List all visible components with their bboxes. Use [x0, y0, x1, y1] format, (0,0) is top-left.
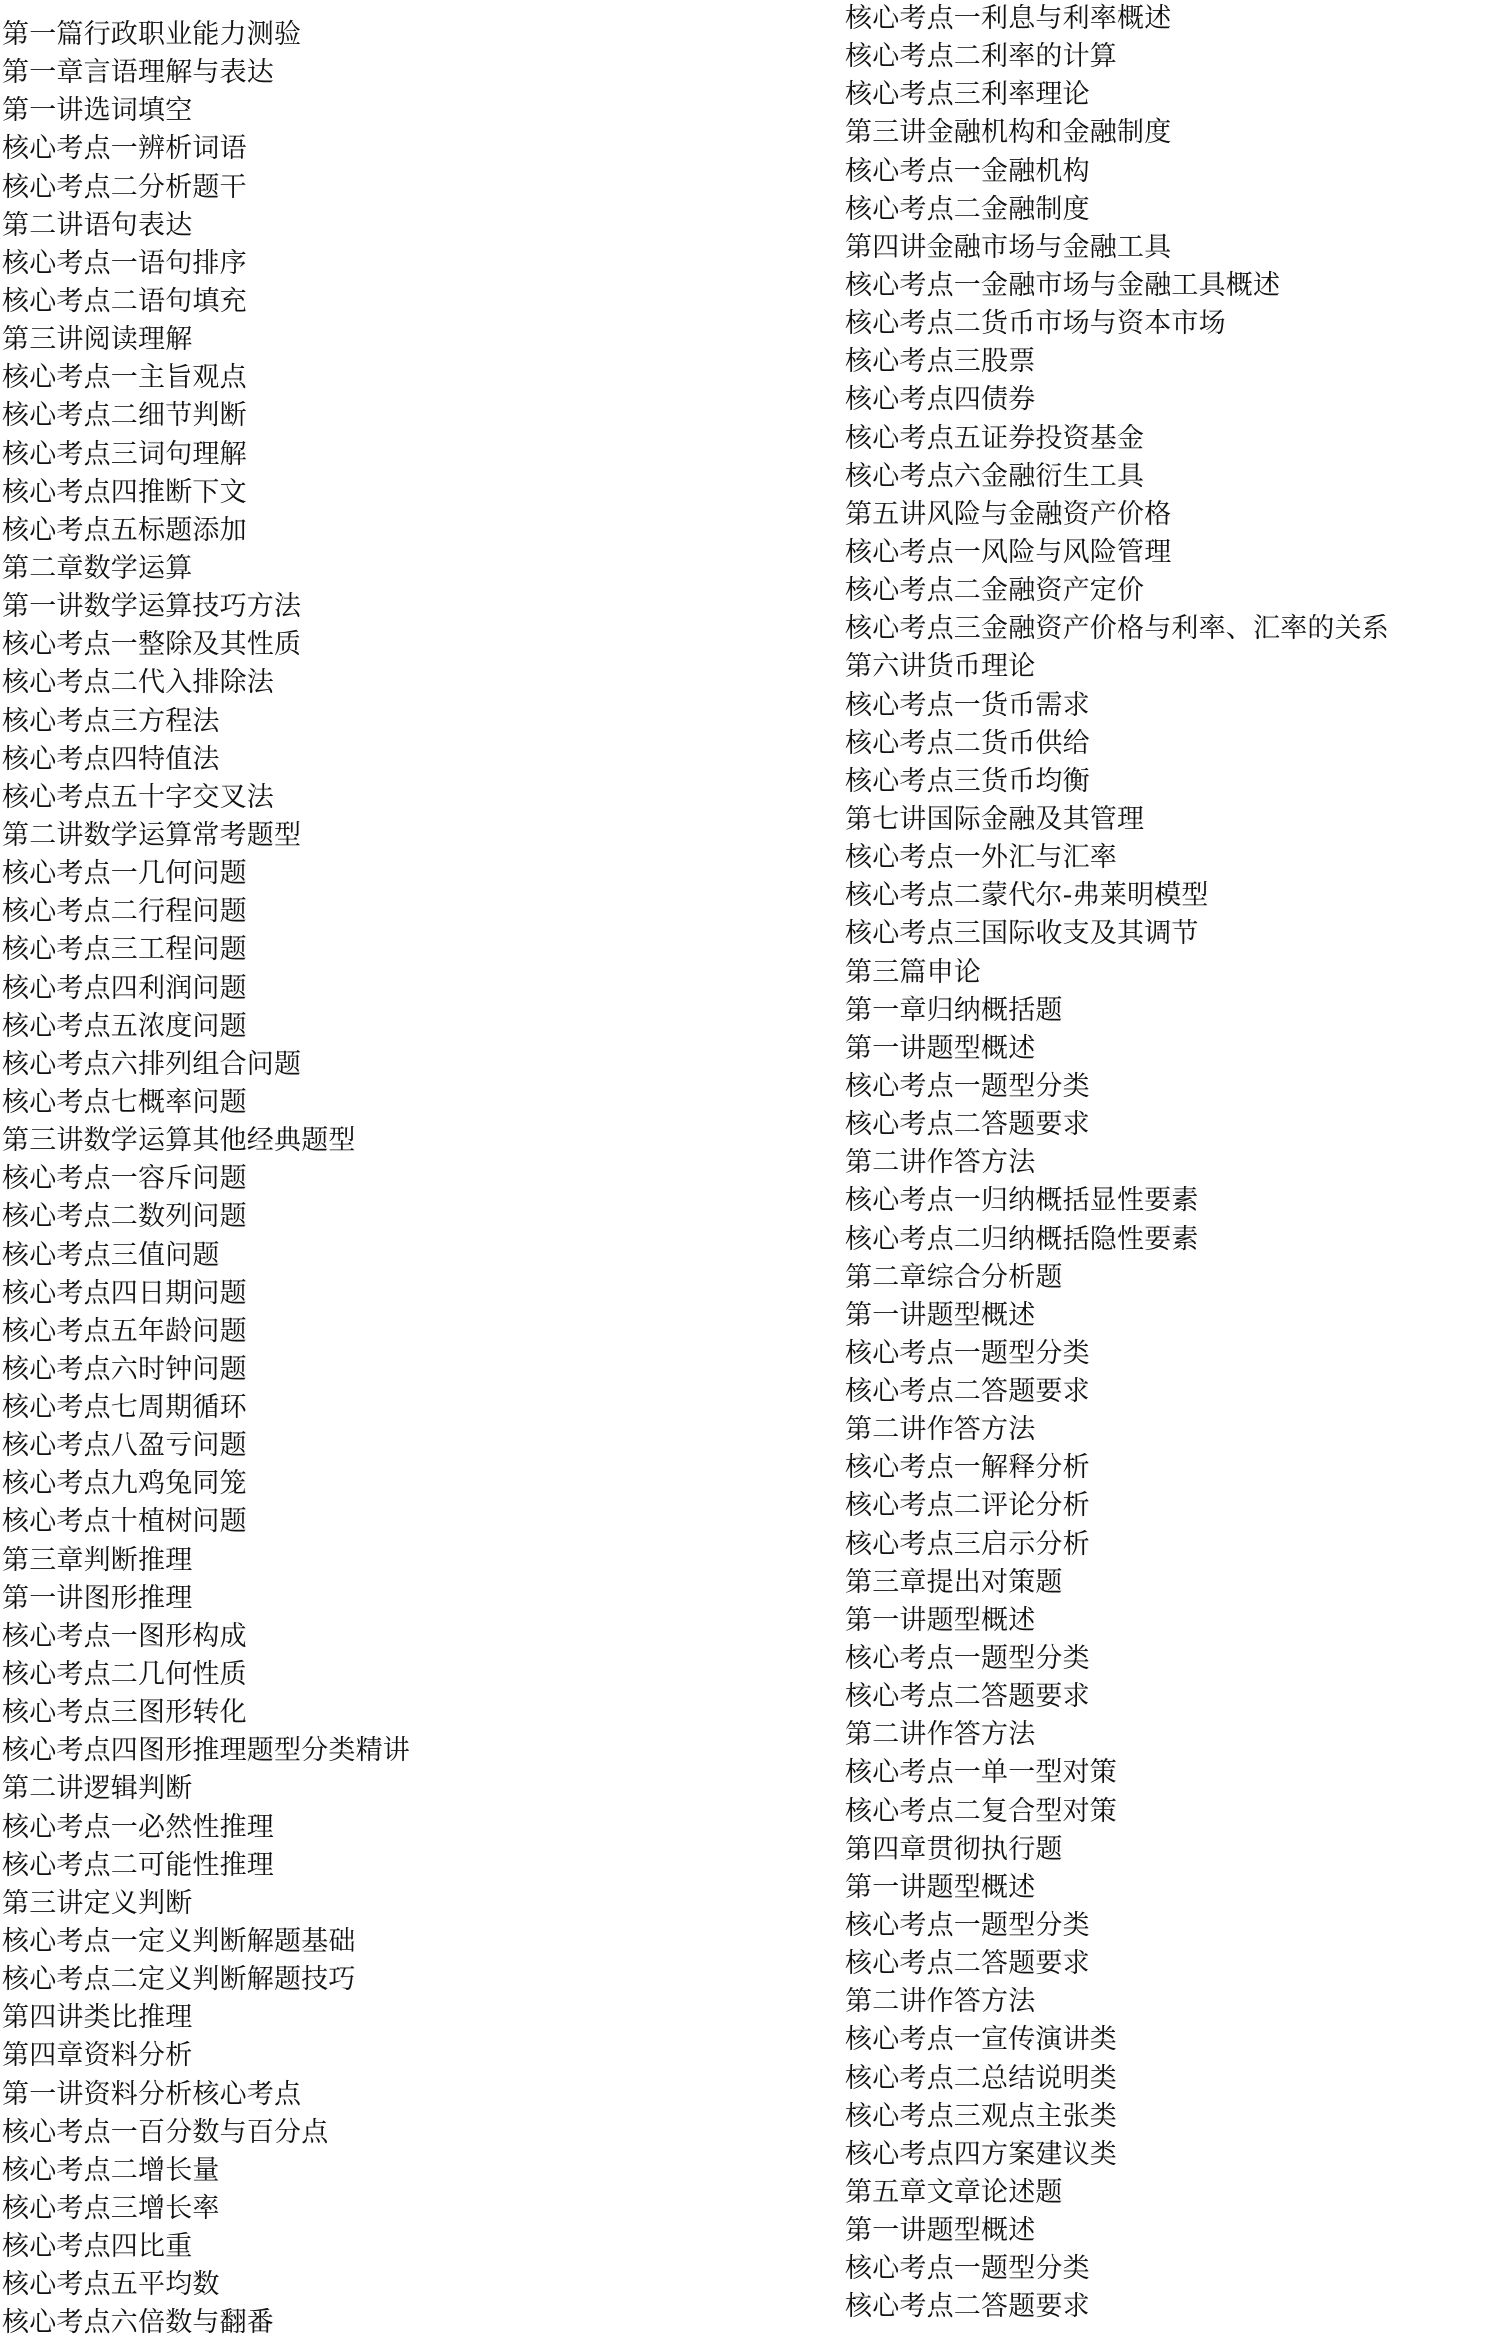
toc-entry: 核心考点二数列问题 — [2, 1201, 247, 1233]
toc-entry: 核心考点二评论分析 — [845, 1490, 1090, 1522]
toc-entry: 核心考点二答题要求 — [845, 1376, 1090, 1408]
toc-entry: 核心考点二总结说明类 — [845, 2062, 1117, 2094]
toc-entry: 第一讲资料分析核心考点 — [2, 2078, 302, 2110]
toc-entry: 核心考点四比重 — [2, 2231, 193, 2263]
toc-entry: 核心考点四日期问题 — [2, 1277, 247, 1309]
toc-entry: 核心考点九鸡兔同笼 — [2, 1468, 247, 1500]
toc-entry: 第三章判断推理 — [2, 1544, 193, 1576]
toc-entry: 核心考点八盈亏问题 — [2, 1430, 247, 1462]
toc-entry: 核心考点一利息与利率概述 — [845, 3, 1172, 34]
toc-entry: 核心考点二分析题干 — [2, 171, 247, 203]
toc-entry: 核心考点一外汇与汇率 — [845, 842, 1117, 874]
toc-entry: 核心考点二语句填充 — [2, 285, 247, 317]
toc-entry: 核心考点二答题要求 — [845, 2291, 1090, 2323]
toc-entry: 第五讲风险与金融资产价格 — [845, 498, 1172, 530]
toc-entry: 核心考点二答题要求 — [845, 1681, 1090, 1713]
toc-entry: 核心考点六时钟问题 — [2, 1353, 247, 1385]
toc-entry: 第一篇行政职业能力测验 — [2, 19, 302, 50]
toc-entry: 核心考点四利润问题 — [2, 972, 247, 1004]
toc-entry: 第四讲类比推理 — [2, 2002, 193, 2034]
toc-entry: 核心考点七概率问题 — [2, 1086, 247, 1118]
toc-entry: 第三讲阅读理解 — [2, 324, 193, 356]
toc-entry: 核心考点二可能性推理 — [2, 1849, 274, 1881]
toc-entry: 核心考点五标题添加 — [2, 514, 247, 546]
toc-entry: 核心考点二细节判断 — [2, 400, 247, 432]
toc-entry: 核心考点三词句理解 — [2, 438, 247, 470]
toc-entry: 核心考点三货币均衡 — [845, 765, 1090, 797]
toc-entry: 第一章言语理解与表达 — [2, 57, 274, 89]
toc-entry: 核心考点五证券投资基金 — [845, 422, 1145, 454]
toc-entry: 核心考点三观点主张类 — [845, 2100, 1117, 2132]
toc-entry: 第七讲国际金融及其管理 — [845, 803, 1145, 835]
toc-entry: 第一章归纳概括题 — [845, 994, 1063, 1026]
toc-entry: 核心考点一金融机构 — [845, 155, 1090, 187]
toc-entry: 核心考点七周期循环 — [2, 1392, 247, 1424]
toc-entry: 核心考点二金融资产定价 — [845, 575, 1145, 607]
toc-entry: 核心考点三图形转化 — [2, 1697, 247, 1729]
toc-entry: 核心考点六倍数与翻番 — [2, 2307, 274, 2339]
toc-entry: 核心考点五浓度问题 — [2, 1010, 247, 1042]
toc-entry: 核心考点三增长率 — [2, 2193, 220, 2225]
toc-entry: 核心考点三工程问题 — [2, 934, 247, 966]
toc-entry: 核心考点三值问题 — [2, 1239, 220, 1271]
toc-entry: 核心考点二代入排除法 — [2, 667, 274, 699]
toc-entry: 核心考点三国际收支及其调节 — [845, 918, 1199, 950]
toc-entry: 核心考点一金融市场与金融工具概述 — [845, 269, 1281, 301]
toc-entry: 核心考点一百分数与百分点 — [2, 2116, 329, 2148]
toc-entry: 核心考点一题型分类 — [845, 1643, 1090, 1675]
toc-entry: 核心考点二答题要求 — [845, 1109, 1090, 1141]
toc-entry: 核心考点四图形推理题型分类精讲 — [2, 1735, 410, 1767]
toc-entry: 核心考点二货币供给 — [845, 727, 1090, 759]
toc-entry: 第三篇申论 — [845, 956, 981, 988]
toc-entry: 核心考点一辨析词语 — [2, 133, 247, 165]
toc-entry: 核心考点二答题要求 — [845, 1948, 1090, 1980]
toc-entry: 核心考点二蒙代尔-弗莱明模型 — [845, 880, 1209, 912]
toc-entry: 核心考点二货币市场与资本市场 — [845, 308, 1226, 340]
toc-entry: 核心考点六排列组合问题 — [2, 1048, 302, 1080]
toc-entry: 核心考点四特值法 — [2, 743, 220, 775]
toc-entry: 核心考点四方案建议类 — [845, 2138, 1117, 2170]
toc-entry: 核心考点六金融衍生工具 — [845, 460, 1145, 492]
toc-entry: 核心考点一几何问题 — [2, 858, 247, 890]
toc-entry: 第一讲选词填空 — [2, 95, 193, 127]
toc-entry: 核心考点一风险与风险管理 — [845, 536, 1172, 568]
toc-entry: 第二讲作答方法 — [845, 1719, 1036, 1751]
toc-entry: 第二讲逻辑判断 — [2, 1773, 193, 1805]
toc-entry: 核心考点一整除及其性质 — [2, 629, 302, 661]
toc-entry: 核心考点一归纳概括显性要素 — [845, 1185, 1199, 1217]
toc-entry: 核心考点一题型分类 — [845, 1910, 1090, 1942]
toc-entry: 核心考点二几何性质 — [2, 1659, 247, 1691]
toc-entry: 第一讲题型概述 — [845, 1604, 1036, 1636]
toc-entry: 核心考点一宣传演讲类 — [845, 2024, 1117, 2056]
toc-entry: 第一讲题型概述 — [845, 2215, 1036, 2247]
toc-entry: 核心考点五十字交叉法 — [2, 781, 274, 813]
toc-entry: 核心考点一语句排序 — [2, 247, 247, 279]
toc-entry: 核心考点一主旨观点 — [2, 362, 247, 394]
toc-entry: 核心考点一单一型对策 — [845, 1757, 1117, 1789]
toc-entry: 第二章综合分析题 — [845, 1261, 1063, 1293]
toc-entry: 第三章提出对策题 — [845, 1566, 1063, 1598]
toc-entry: 核心考点三启示分析 — [845, 1528, 1090, 1560]
toc-entry: 第二讲作答方法 — [845, 1986, 1036, 2018]
toc-entry: 核心考点二增长量 — [2, 2154, 220, 2186]
toc-entry: 核心考点二定义判断解题技巧 — [2, 1964, 356, 1996]
toc-entry: 核心考点一解释分析 — [845, 1452, 1090, 1484]
toc-entry: 第六讲货币理论 — [845, 651, 1036, 683]
toc-entry: 第五章文章论述题 — [845, 2177, 1063, 2209]
toc-right-column — [845, 0, 1389, 2327]
toc-entry: 第二讲作答方法 — [845, 1414, 1036, 1446]
toc-entry: 核心考点三方程法 — [2, 705, 220, 737]
toc-entry: 核心考点一题型分类 — [845, 1070, 1090, 1102]
toc-entry: 核心考点一必然性推理 — [2, 1811, 274, 1843]
toc-entry: 第二讲作答方法 — [845, 1147, 1036, 1179]
toc-entry: 第二讲数学运算常考题型 — [2, 819, 302, 851]
toc-entry: 核心考点一货币需求 — [845, 689, 1090, 721]
toc-entry: 核心考点一题型分类 — [845, 1337, 1090, 1369]
toc-entry: 核心考点二金融制度 — [845, 193, 1090, 225]
toc-entry: 核心考点一图形构成 — [2, 1620, 247, 1652]
toc-entry: 核心考点三利率理论 — [845, 79, 1090, 111]
toc-entry: 核心考点四债券 — [845, 384, 1036, 416]
toc-entry: 第四讲金融市场与金融工具 — [845, 231, 1172, 263]
toc-entry: 第三讲数学运算其他经典题型 — [2, 1125, 356, 1157]
toc-entry: 第一讲题型概述 — [845, 1032, 1036, 1064]
toc-entry: 核心考点二复合型对策 — [845, 1795, 1117, 1827]
toc-entry: 核心考点一定义判断解题基础 — [2, 1926, 356, 1958]
toc-entry: 第二讲语句表达 — [2, 209, 193, 241]
toc-entry: 核心考点十植树问题 — [2, 1506, 247, 1538]
toc-entry: 第一讲图形推理 — [2, 1582, 193, 1614]
toc-entry: 核心考点四推断下文 — [2, 476, 247, 508]
toc-entry: 核心考点一题型分类 — [845, 2253, 1090, 2285]
toc-entry: 第四章贯彻执行题 — [845, 1833, 1063, 1865]
toc-entry: 核心考点二行程问题 — [2, 896, 247, 928]
toc-entry: 核心考点一容斥问题 — [2, 1163, 247, 1195]
toc-entry: 第四章资料分析 — [2, 2040, 193, 2072]
toc-entry: 核心考点二归纳概括隐性要素 — [845, 1223, 1199, 1255]
toc-entry: 第一讲题型概述 — [845, 1871, 1036, 1903]
toc-entry: 第三讲定义判断 — [2, 1887, 193, 1919]
toc-entry: 核心考点三股票 — [845, 346, 1036, 378]
toc-entry: 核心考点二利率的计算 — [845, 41, 1117, 73]
toc-entry: 核心考点五年龄问题 — [2, 1315, 247, 1347]
toc-entry: 第二章数学运算 — [2, 552, 193, 584]
toc-entry: 核心考点五平均数 — [2, 2269, 220, 2301]
toc-left-column — [2, 16, 410, 2343]
toc-entry: 第一讲数学运算技巧方法 — [2, 591, 302, 623]
toc-entry: 核心考点三金融资产价格与利率、汇率的关系 — [845, 613, 1389, 645]
toc-entry: 第一讲题型概述 — [845, 1299, 1036, 1331]
toc-entry: 第三讲金融机构和金融制度 — [845, 117, 1172, 149]
